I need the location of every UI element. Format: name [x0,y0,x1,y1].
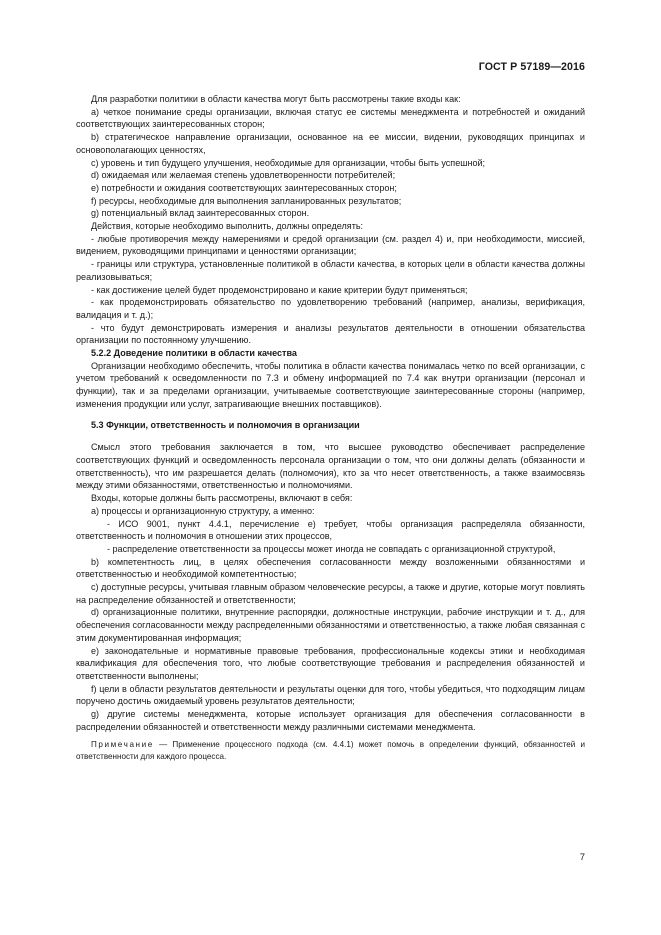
paragraph: f) ресурсы, необходимые для выполнения запланированных результатов; [91,195,402,206]
paragraph: Для разработки политики в области качества могут быть рассмотрены такие входы как: [91,94,461,104]
paragraph: b) стратегическое направление организации, основанное на ее миссии, видении, руководящих принципах и основополагающих ценностях, [76,132,585,155]
paragraph: Смысл этого требования заключается в том, что высшее руководство обеспечивает распределение соответствующих функций и осведомленность персонала организации о том, что они должны делать (обязанности и ответственность), что им разрешается делать (полномочия), кто за что несет ответственность, а также взаимосвязь между этими обязанностями, ответственностью и полномочиями. [76,442,585,491]
paragraph: - что будут демонстрировать измерения и анализы результатов деятельности в отношении обязательства организации по постоянному улучшению. [76,322,585,346]
paragraph: b) компетентность лиц, в целях обеспечения согласованности между возложенными обязанностями и ответственностью и необходимой компетентностью; [76,556,585,580]
paragraph: d) ожидаемая или желаемая степень удовлетворенности потребителей; [91,170,396,181]
paragraph: а) четкое понимание среды организации, включая статус ее системы менеджмента и потребностей и ожиданий соответствующих заинтересованных сторон; [76,106,585,130]
paragraph: Действия, которые необходимо выполнить, должны определять: [91,221,364,232]
list-subitem: - распределение ответственности за процессы может иногда не совпадать с организационной структурой, [107,543,556,554]
paragraph: с) доступные ресурсы, учитывая главным образом человеческие ресурсы, а также и другие, которые могут повлиять на распределение обязанностей и ответственности; [76,582,585,605]
list-subitem: - ИСО 9001, пункт 4.4.1, перечисление е) требует, чтобы организация распределяла обязанности, ответственность и полномочия в отношении этих процессов, [76,518,585,542]
paragraph: - любые противоречия между намерениями и средой организации (см. раздел 4) и, при необходимости, миссией, видением, руководящими принципами и ценностями организации; [76,233,585,257]
paragraph: - как достижение целей будет продемонстрировано и какие критерии будут применяться; [91,284,468,295]
paragraph: Входы, которые должны быть рассмотрены, включают в себя: [91,493,353,504]
note [76,739,585,762]
paragraph: Организации необходимо обеспечить, чтобы политика в области качества понималась четко по всей организации, с учетом требований к осведомленности по 7.3 и обмену информацией по 7.4 как внутри организации (персонал и функции), так и за пределами организации, учитываемые соответствующие заинтересованные стороны (например, изменения продукции или услуг, затрагивающие внешних поставщиков). [76,360,585,409]
paragraph: а) процессы и организационную структуру, а именно: [91,505,315,516]
paragraph: g) другие системы менеджмента, которые использует организация для обеспечения согласованности в распределении обязанностей и ответственности между различными системами менеджмента. [76,709,585,732]
section-heading: 5.2.2 Доведение политики в области качества [91,348,297,359]
paragraph: е) законодательные и нормативные правовые требования, профессиональные кодексы этики и необходимая квалификация для обеспечения того, что любые соответствующие требования и распределения обязанностей и ответственности выполнены; [76,645,585,681]
paragraph: с) уровень и тип будущего улучшения, необходимые для организации, чтобы быть успешной; [91,157,486,168]
paragraph: - границы или структура, установленные политикой в области качества, в которых цели в области качества должны реализовываться; [76,259,585,282]
section-heading: 5.3 Функции, ответственность и полномочия в организации [91,419,360,430]
paragraph: f) цели в области результатов деятельности и результаты оценки для того, чтобы убедиться, что подходящим лицам поручено достичь ожидаемый уровень результатов деятельности; [76,683,585,707]
page-number: 7 [579,852,585,863]
paragraph: e) потребности и ожидания соответствующих заинтересованных сторон; [91,182,397,193]
paragraph: d) организационные политики, внутренние распорядки, должностные инструкции, рабочие инструкции и т. д., для обеспечения согласованности между распределенными обязанностями и ответственностью, а также любая связанная с этим документированная информация; [76,607,585,643]
note-text: — Применение процессного подхода (см. 4.4.1) может помочь в определении функций, обязанностей и ответственности для каждого процесса. [76,740,585,761]
note-label: Примечание [91,740,154,750]
paragraph: - как продемонстрировать обязательство по удовлетворению требований (например, анализы, верификация, валидация и т. д.); [76,297,585,320]
document-header: ГОСТ Р 57189—2016 [478,61,585,73]
document-body [76,92,585,762]
paragraph: g) потенциальный вклад заинтересованных сторон. [91,208,310,219]
